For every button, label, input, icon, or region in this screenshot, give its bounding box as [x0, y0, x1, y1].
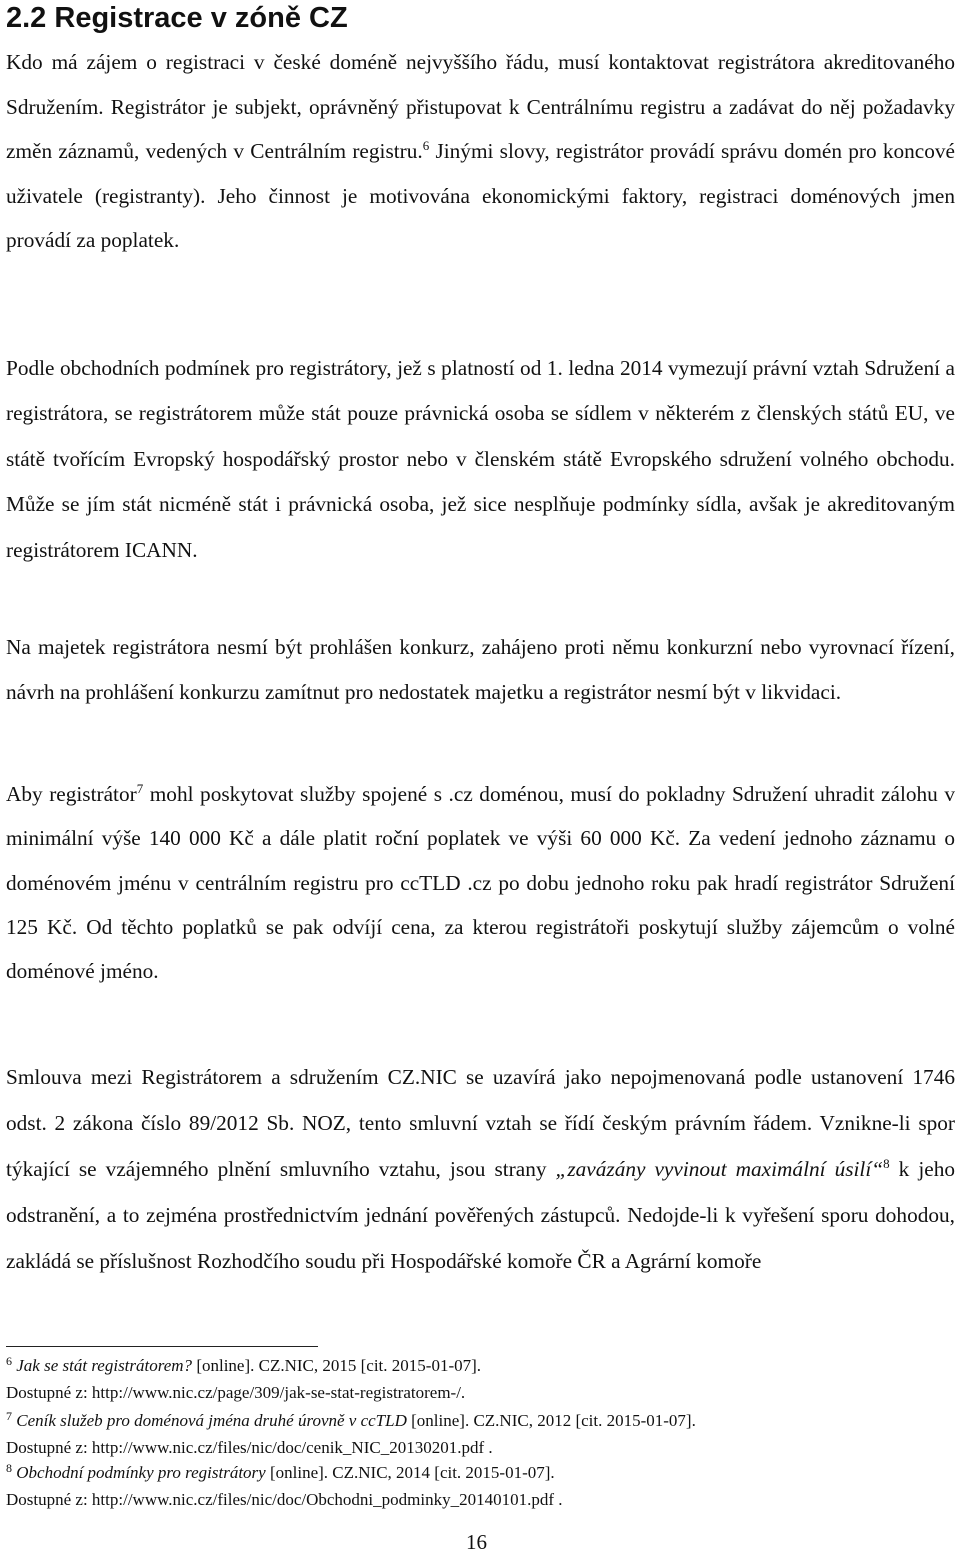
footnote-title: Jak se stát registrátorem? — [16, 1356, 193, 1375]
footnote-number: 7 — [6, 1409, 12, 1423]
footnote-title: Ceník služeb pro doménová jména druhé úrovně v ccTLD — [16, 1411, 407, 1430]
footnote-ref-8[interactable]: 8 — [883, 1156, 890, 1172]
paragraph-4-text-b: mohl poskytovat služby spojené s .cz doménou, musí do pokladny Sdružení uhradit zálohu v minimální výše 140 000 Kč a dále platit roční poplatek ve výši 60 000 Kč. Za vedení jednoho záznamu o doménovém jménu v centrálním registru pro ccTLD .cz po dobu jednoho roku pak hradí registrátor Sdružení 125 Kč. Od těchto poplatků se pak odvíjí cena, za kterou registrátoři poskytují služby zájemcům o volné doménové jméno. — [6, 782, 955, 984]
footnote-7 — [6, 1408, 956, 1461]
page-number: 16 — [466, 1530, 487, 1554]
footnote-number: 6 — [6, 1354, 12, 1368]
footnote-6 — [6, 1353, 956, 1406]
footnote-divider — [6, 1346, 318, 1347]
paragraph-5-text-a: Smlouva mezi Registrátorem a sdružením CZ.NIC se uzavírá jako nepojmenovaná podle ustanovení 1746 odst. 2 zákona číslo 89/2012 Sb. NOZ, tento smluvní vztah se řídí českým právním řádem. Vznikne-li spor týkající se vzájemného plnění smluvního vztahu, jsou strany — [6, 1065, 955, 1182]
paragraph-1-text-a: Kdo má zájem o registraci v české doméně nejvyššího řádu, musí kontaktovat registrátora akreditovaného Sdružením. Registrátor je subjekt, oprávněný přistupovat k Centrálnímu registru a zadávat do něj požadavky změn záznamů, vedených v Centrálním registru. — [6, 50, 955, 164]
footnote-number: 8 — [6, 1461, 12, 1475]
footnote-citation: [online]. CZ.NIC, 2014 [cit. 2015-01-07]. — [265, 1463, 555, 1482]
paragraph-5 — [6, 1054, 955, 1284]
footnote-8 — [6, 1460, 956, 1513]
paragraph-5-quote: „zavázány vyvinout maximální úsilí“ — [555, 1157, 884, 1182]
paragraph-4-text-a: Aby registrátor — [6, 782, 137, 806]
paragraph-1 — [6, 40, 955, 263]
footnote-ref-6[interactable]: 6 — [422, 138, 430, 154]
paragraph-5-text-b: k jeho odstranění, a to zejména prostřednictvím jednání pověřených zástupců. Nedojde-li k vyřešení sporu dohodou, zakládá se příslušnost Rozhodčího soudu při Hospodářské komoře ČR a Agrární komoře — [6, 1157, 955, 1274]
footnote-url[interactable]: Dostupné z: http://www.nic.cz/files/nic/doc/cenik_NIC_20130201.pdf . — [6, 1437, 493, 1457]
paragraph-1-text-b: Jinými slovy, registrátor provádí správu domén pro koncové uživatele (registranty). Jeho činnost je motivována ekonomickými faktory, registraci doménových jmen provádí za poplatek. — [6, 139, 955, 253]
footnote-title: Obchodní podmínky pro registrátory — [16, 1463, 266, 1482]
section-heading: 2.2 Registrace v zóně CZ — [6, 2, 348, 34]
footnote-url[interactable]: Dostupné z: http://www.nic.cz/page/309/jak-se-stat-registratorem-/. — [6, 1382, 466, 1402]
footnote-citation: [online]. CZ.NIC, 2012 [cit. 2015-01-07]. — [406, 1411, 696, 1430]
footnote-url[interactable]: Dostupné z: http://www.nic.cz/files/nic/doc/Obchodni_podminky_20140101.pdf . — [6, 1489, 563, 1509]
footnote-ref-7[interactable]: 7 — [136, 781, 144, 797]
paragraph-2: Podle obchodních podmínek pro registrátory, jež s platností od 1. ledna 2014 vymezují právní vztah Sdružení a registrátora, se registrátorem může stát pouze právnická osoba se sídlem v některém z členských států EU, ve státě tvořícím Evropský hospodářský prostor nebo v členském státě Evropského sdružení volného obchodu. Může se jím stát nicméně stát i právnická osoba, jež sice nesplňuje podmínky sídla, avšak je akreditovaným registrátorem ICANN. — [6, 356, 955, 562]
paragraph-3: Na majetek registrátora nesmí být prohlášen konkurz, zahájeno proti němu konkurzní nebo vyrovnací řízení, návrh na prohlášení konkurzu zamítnut pro nedostatek majetku a registrátor nesmí být v likvidaci. — [6, 635, 955, 704]
paragraph-4 — [6, 772, 955, 993]
footnote-citation: [online]. CZ.NIC, 2015 [cit. 2015-01-07]. — [192, 1356, 482, 1375]
